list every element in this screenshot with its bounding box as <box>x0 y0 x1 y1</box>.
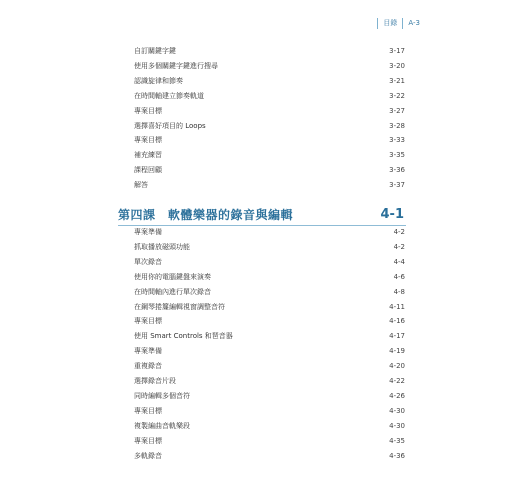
toc-entry <box>134 435 405 448</box>
toc-entry <box>134 241 405 254</box>
toc-entry-page: 4-30 <box>389 406 405 415</box>
toc-entry-page: 3-17 <box>389 47 405 55</box>
toc-entry-title: 使用你的電腦鍵盤來演奏 <box>134 272 211 281</box>
toc-entry-page: 4-2 <box>393 242 405 251</box>
toc-entry <box>134 90 405 103</box>
toc-entry <box>134 45 405 58</box>
toc-entry-page: 4-30 <box>389 421 405 430</box>
toc-entry-page: 4-35 <box>389 436 405 445</box>
toc-entry <box>134 301 405 314</box>
toc-entry <box>134 226 405 239</box>
toc-entry-page: 4-22 <box>389 377 405 385</box>
toc-entry <box>134 134 405 147</box>
toc-entry-title: 解答 <box>134 181 148 190</box>
toc-entry-page: 3-28 <box>389 121 405 130</box>
toc-entry-title: 專案準備 <box>134 228 162 236</box>
toc-entry-page: 3-20 <box>389 61 405 70</box>
chapter-title: 第四課 軟體樂器的錄音與編輯 <box>118 207 294 222</box>
toc-entry-title: 認識旋律和節奏 <box>134 76 183 85</box>
toc-entry-title: 課程回顧 <box>134 166 162 175</box>
toc-entry <box>134 120 405 133</box>
toc-entry-title: 在時間軸內進行單次錄音 <box>134 287 211 296</box>
toc-entry <box>134 149 405 162</box>
toc-entry-page: 3-37 <box>389 181 405 190</box>
toc-entry-page: 3-27 <box>389 106 405 115</box>
toc-entry <box>134 179 405 192</box>
toc-entry <box>134 450 405 463</box>
toc-entry-page: 4-8 <box>393 287 405 296</box>
toc-entry-title: 使用多個關鍵字鍵進行搜尋 <box>134 61 218 70</box>
toc-entry <box>134 405 405 418</box>
toc-entry-title: 單次錄音 <box>134 257 162 266</box>
toc-entry <box>134 256 405 269</box>
toc-entry-title: 專案準備 <box>134 347 162 356</box>
toc-entry-title: 抓取播放磁頭功能 <box>134 242 190 251</box>
toc-entry-title: 專案目標 <box>134 317 162 326</box>
toc-entry <box>134 420 405 433</box>
toc-entry-page: 4-2 <box>393 228 405 236</box>
toc-entry <box>134 345 405 358</box>
toc-entry-title: 在時間軸建立節奏軌道 <box>134 91 204 100</box>
toc-entry <box>134 286 405 299</box>
toc-entry-title: 在鋼琴捲簾編輯視窗調整音符 <box>134 302 225 311</box>
toc-entry-title: 複製編曲音軌樂段 <box>134 421 190 430</box>
toc-entry <box>134 360 405 373</box>
toc-entry-title: 選擇錄音片段 <box>134 377 176 385</box>
header-divider <box>377 18 378 29</box>
toc-entry <box>134 75 405 88</box>
toc-entry-page: 3-36 <box>389 166 405 175</box>
toc-entry-page: 4-4 <box>393 257 405 266</box>
toc-entry <box>134 390 405 403</box>
toc-entry-page: 3-33 <box>389 136 405 145</box>
toc-entry-title: 同時編輯多個音符 <box>134 391 190 400</box>
toc-entry <box>134 164 405 177</box>
toc-entry-title: 重複錄音 <box>134 362 162 371</box>
toc-entry-title: 自訂關鍵字鍵 <box>134 47 176 55</box>
toc-entry-page: 4-20 <box>389 362 405 371</box>
toc-entry-title: 使用 Smart Controls 和琶音器 <box>134 332 233 341</box>
toc-entry-title: 多軌錄音 <box>134 451 162 460</box>
toc-entry-page: 3-22 <box>389 91 405 100</box>
toc-entry-title: 專案目標 <box>134 436 162 445</box>
toc-entry <box>134 60 405 73</box>
toc-entry-page: 3-21 <box>389 76 405 85</box>
toc-entry-page: 3-35 <box>389 151 405 160</box>
header-section-label: 目錄 <box>383 19 398 27</box>
toc-entry-title: 選擇喜好項目的 Loops <box>134 121 206 130</box>
toc-entry <box>134 271 405 284</box>
toc-entry <box>134 375 405 388</box>
chapter-page-number: 4-1 <box>380 206 404 222</box>
toc-entry <box>134 105 405 118</box>
toc-entry-page: 4-36 <box>389 451 405 460</box>
toc-entry-page: 4-16 <box>389 317 405 326</box>
toc-entry-page: 4-17 <box>389 332 405 341</box>
toc-entry-page: 4-19 <box>389 347 405 356</box>
toc-entry-page: 4-26 <box>389 391 405 400</box>
header-divider <box>402 18 403 29</box>
chapter-heading <box>118 204 404 224</box>
toc-entry-page: 4-6 <box>393 272 405 281</box>
header-page-number: A-3 <box>408 19 420 27</box>
toc-entry-page: 4-11 <box>389 302 405 311</box>
toc-entry <box>134 315 405 328</box>
toc-entry-title: 專案目標 <box>134 136 162 145</box>
toc-entry-title: 專案目標 <box>134 406 162 415</box>
toc-entry-title: 專案目標 <box>134 106 162 115</box>
toc-entry-title: 補充練習 <box>134 151 162 160</box>
toc-entry <box>134 330 405 343</box>
running-header <box>372 17 420 29</box>
